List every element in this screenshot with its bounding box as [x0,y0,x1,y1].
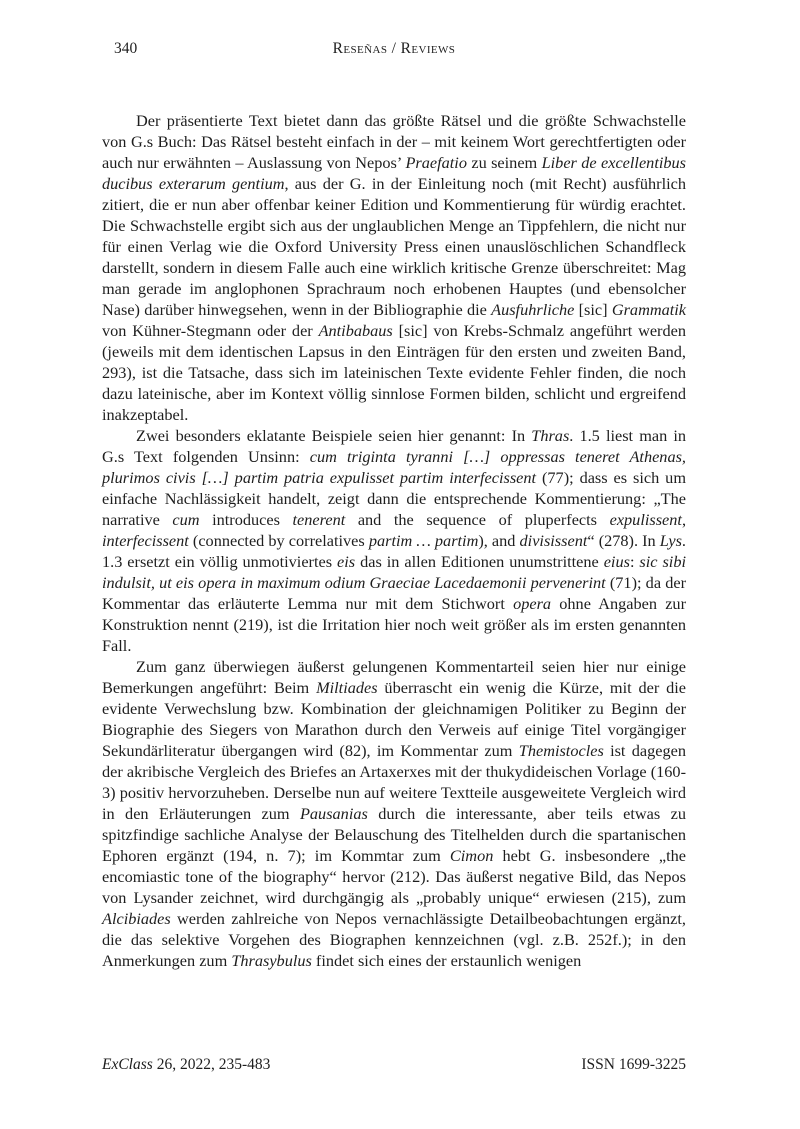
italic-text-segment: Themistocles [518,741,604,760]
text-segment: [sic] von Krebs-Schmalz angeführt werden (jeweils mit dem identischen Lapsus in den Einträgen für den ersten und zweiten Band, 293), ist die Tatsache, dass sich im lateinischen Texte evidente Fehler finden, die noch dazu lateinische, aber im Kontext völlig sinnlose Formen bilden, schlicht und ergreifend inakzeptabel. [102,321,686,424]
text-segment: , [681,510,687,529]
italic-text-segment: Miltiades [316,678,378,697]
text-segment: introduces [199,510,293,529]
page-header [102,40,686,60]
text-segment: überrascht ein wenig die Kürze, mit der die evidente Verwechslung bzw. Kombination der gleichnamigen Politiker zu Beginn der Biographie des Siegers von Marathon durch den Verweis auf einige Titel vorgängiger Sekundärliteratur übergangen wird (82), im Kommentar zum [102,678,687,760]
text-segment: von Kühner-Stegmann oder der [102,321,319,340]
italic-text-segment: Thrasybulus [231,951,312,970]
text-segment: Zwei besonders eklatante Beispiele seien hier genannt: In [136,426,532,445]
italic-text-segment: Cimon [449,846,494,865]
page-number: 340 [114,40,138,57]
italic-text-segment: tenerent [292,510,346,529]
italic-text-segment: Ausfuhrliche [491,300,575,319]
journal-name: ExClass [102,1056,153,1073]
text-segment: zu seinem [466,153,542,172]
paragraph [102,656,686,971]
text-segment: ), and [478,531,520,550]
journal-citation [102,1056,270,1074]
italic-text-segment: expulissent [609,510,682,529]
italic-text-segment: Lys [659,531,682,550]
italic-text-segment: cum triginta tyranni […] oppressas teneret Athenas, plurimos civis […] partim patria expulisset partim interfecissent [102,447,686,487]
text-segment: hebt G. insbesondere „the encomiastic tone of the biography“ hervor (212). Das äußerst negative Bild, das Nepos von Lysander zeichnet, wird durchgängig als „probably unique“ erwiesen (215), zum [102,846,686,907]
italic-text-segment: Praefatio [405,153,467,172]
text-segment: , aus der G. in der Einleitung noch (mit Recht) ausführlich zitiert, die er nun aber offenbar keiner Edition und Kommentierung für würdig erachtet. Die Schwachstelle ergibt sich aus der unglaublichen Menge an Tippfehlern, die nicht nur für einen Verlag wie die Oxford University Press einen unauslöschlichen Schandfleck darstellt, sondern in diesem Falle auch eine wirklich kritische Grenze überschreitet: Mag man gerade im anglophonen Sprachraum noch erhobenen Hauptes (und ebensolcher Nase) darüber hinwegsehen, wenn in der Bibliographie die [102,174,687,319]
text-segment: das in allen Editionen unumstrittene [355,552,604,571]
italic-text-segment: eius [603,552,630,571]
italic-text-segment: divisissent [519,531,588,550]
review-text [102,110,686,971]
page-footer [102,1056,686,1074]
text-segment: werden zahlreiche von Nepos vernachlässigte Detailbeobachtungen ergänzt, die das selektive Vorgehen des Biographen kennzeichnen (vgl. z.B. 252f.); in den Anmerkungen zum [102,909,686,970]
text-segment: Zum ganz überwiegen äußerst gelungenen Kommentarteil seien hier nur einige Bemerkungen angeführt: Beim [102,657,686,697]
italic-text-segment: Grammatik [611,300,686,319]
text-segment: ohne Angaben zur Konstruktion nennt (219), ist die Irritation hier noch weit größer als im ersten genannten Fall. [102,594,686,655]
text-segment: findet sich eines der erstaunlich wenigen [311,951,582,970]
italic-text-segment: Liber de excellentibus ducibus exterarum gentium [102,153,686,193]
italic-text-segment: partim … partim [368,531,479,550]
italic-text-segment: opera [513,594,552,613]
italic-text-segment: Antibabaus [318,321,393,340]
text-segment: . 1.3 ersetzt ein völlig unmotiviertes [102,531,686,571]
text-segment: Der präsentierte Text bietet dann das größte Rätsel und die größte Schwachstelle von G.s Buch: Das Rätsel besteht einfach in der – mit keinem Wort gerechtfertigten oder auch nur erwähnten – Auslassung von Nepos’ [102,111,686,172]
text-segment: (connected by correlatives [188,531,369,550]
paragraph [102,110,686,425]
text-segment: (71); da der Kommentar das erläuterte Lemma nur mit dem Stichwort [102,573,687,613]
italic-text-segment: interfecissent [102,531,189,550]
italic-text-segment: Pausanias [299,804,368,823]
issn: ISSN 1699-3225 [581,1056,686,1073]
text-segment: [sic] [574,300,612,319]
italic-text-segment: sic sibi indulsit, ut eis opera in maximum odium Graeciae Lacedaemonii pervenerint [102,552,686,592]
journal-issue-info: 26, 2022, 235-483 [152,1056,271,1073]
text-segment: durch die interessante, aber teils etwas zu spitzfindige sachliche Analyse der Belauschung des Titelhelden durch die spartanischen Ephoren ergänzt (194, n. 7); im Kommtar zum [102,804,686,865]
text-segment: (77); dass es sich um einfache Nachlässigkeit handelt, zeigt dann die entsprechende Kommentierung: „The narrative [102,468,686,529]
paragraph [102,425,686,656]
italic-text-segment: cum [172,510,200,529]
text-segment: “ (278). In [587,531,660,550]
text-segment: ist dagegen der akribische Vergleich des Briefes an Artaxerxes mit der thukydideischen Vorlage (160-3) positiv hervorzuheben. Derselbe nun auf weitere Textteile ausgeweitete Vergleich wird in den Erläuterungen zum [102,741,686,823]
text-segment: and the sequence of pluperfects [345,510,610,529]
running-title: Reseñas / Reviews [332,40,456,57]
italic-text-segment: Thras [531,426,570,445]
italic-text-segment: eis [337,552,356,571]
italic-text-segment: Alcibiades [102,909,171,928]
text-segment: : [629,552,640,571]
text-segment: . 1.5 liest man in G.s Text folgenden Unsinn: [102,426,687,466]
